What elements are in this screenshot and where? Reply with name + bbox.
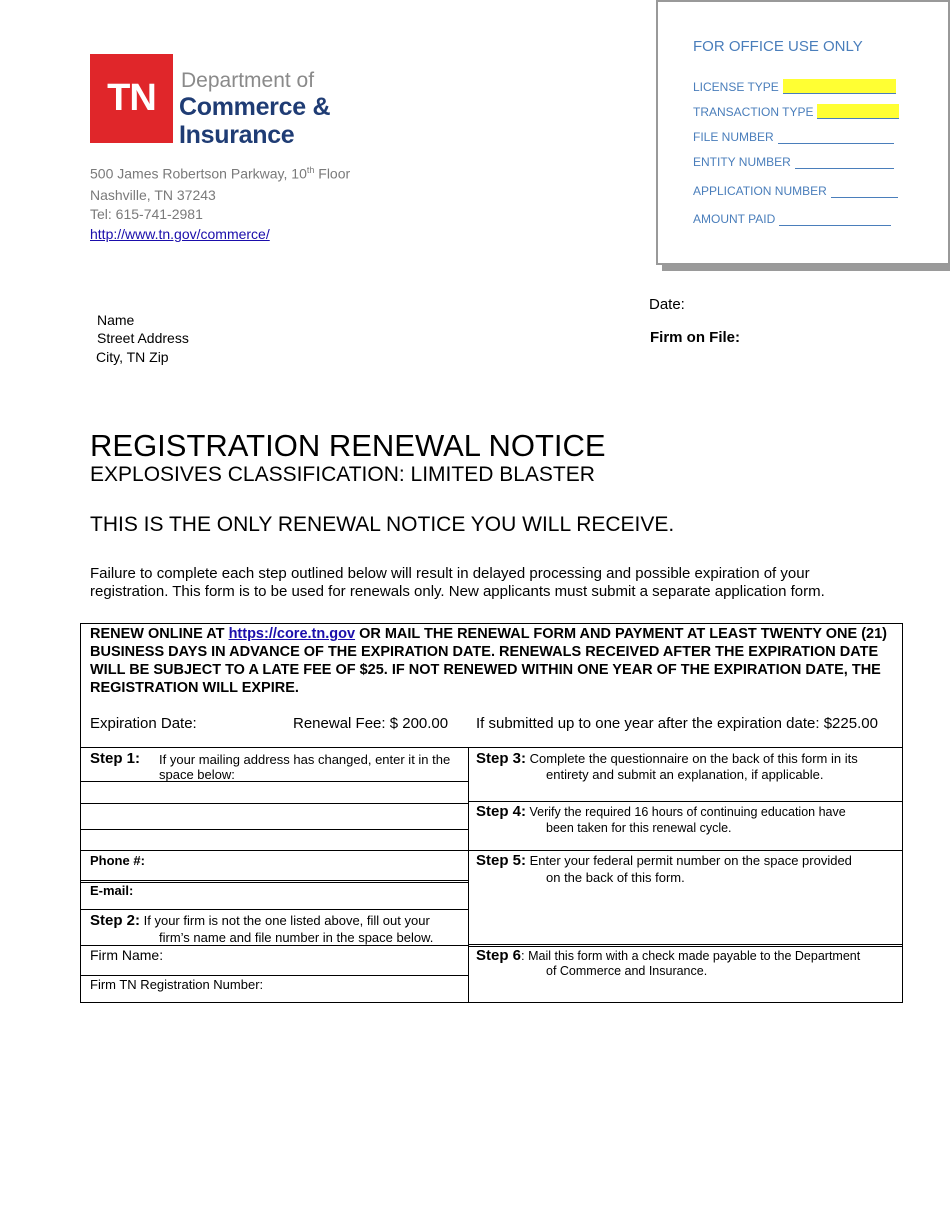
firm-name-label: Firm Name: xyxy=(90,947,164,963)
logo-line-commerce: Commerce & xyxy=(179,93,331,121)
phone-label: Phone #: xyxy=(90,853,145,868)
agency-website-link[interactable]: http://www.tn.gov/commerce/ xyxy=(90,226,270,242)
recipient-name: Name xyxy=(97,312,135,328)
logo-line-insurance: Insurance xyxy=(179,121,295,149)
entity-number-field[interactable]: ENTITY NUMBER xyxy=(693,155,894,169)
amount-paid-field[interactable]: AMOUNT PAID xyxy=(693,212,891,226)
email-label: E-mail: xyxy=(90,883,134,898)
step1-text-line2: space below: xyxy=(159,767,235,782)
step3-text-line1: Step 3: Complete the questionnaire on the back of this form in its xyxy=(476,750,858,767)
intro-line1: Failure to complete each step outlined below will result in delayed processing and possible expiration of your xyxy=(90,565,810,582)
expiration-date-label: Expiration Date: xyxy=(90,715,197,732)
page-subtitle: EXPLOSIVES CLASSIFICATION: LIMITED BLASTER xyxy=(90,463,595,486)
intro-line2: registration. This form is to be used for renewals only. New applicants must submit a separate application form. xyxy=(90,583,825,600)
date-label: Date: xyxy=(649,296,685,313)
step1-label: Step 1: xyxy=(90,750,141,767)
agency-phone: Tel: 615-741-2981 xyxy=(90,206,203,222)
renewal-fee: Renewal Fee: $ 200.00 xyxy=(293,715,449,732)
step1-text-line1: If your mailing address has changed, enter it in the xyxy=(159,752,451,767)
file-number-field[interactable]: FILE NUMBER xyxy=(693,130,894,144)
agency-address-line1: 500 James Robertson Parkway, 10th Floor xyxy=(90,165,351,182)
step4-text-line2: been taken for this renewal cycle. xyxy=(546,821,732,835)
page-title: REGISTRATION RENEWAL NOTICE xyxy=(90,428,606,463)
transaction-type-field[interactable]: TRANSACTION TYPE xyxy=(693,104,899,119)
office-use-box xyxy=(656,0,950,265)
step6-text-line2: of Commerce and Insurance. xyxy=(546,964,708,978)
core-tn-gov-link[interactable]: https://core.tn.gov xyxy=(228,626,356,642)
office-use-title: FOR OFFICE USE ONLY xyxy=(693,38,863,55)
address-line-input-2[interactable] xyxy=(82,830,468,849)
firm-registration-label: Firm TN Registration Number: xyxy=(90,977,264,992)
recipient-street: Street Address xyxy=(97,330,189,346)
step6-text-line1: Step 6: Mail this form with a check made payable to the Department xyxy=(476,947,861,964)
step5-text-line2: on the back of this form. xyxy=(546,870,685,885)
renewal-instructions: RENEW ONLINE AT https://core.tn.gov OR MAIL THE RENEWAL FORM AND PAYMENT AT LEAST TWENTY ONE (21) BUSINESS DAYS IN ADVANCE OF THE EXPIRATION DATE. RENEWALS RECEIVED AFTER THE EXPIRATION DATE WILL BE SUBJECT TO A LATE FEE OF $25. IF NOT RENEWED WITHIN ONE YEAR OF THE EXPIRATION DATE, THE REGISTRATION WILL EXPIRE. xyxy=(90,626,888,696)
step3-text-line2: entirety and submit an explanation, if applicable. xyxy=(546,767,824,782)
address-line-input-1[interactable] xyxy=(82,782,468,802)
renewal-steps-table xyxy=(80,623,903,1003)
step2-text-line2: firm’s name and file number in the space below. xyxy=(159,930,434,945)
step2-text-line1: Step 2: If your firm is not the one listed above, fill out your xyxy=(90,912,430,929)
step4-text-line1: Step 4: Verify the required 16 hours of continuing education have xyxy=(476,803,846,820)
license-type-field[interactable]: LICENSE TYPE xyxy=(693,79,896,94)
tn-logo-mark: TN xyxy=(90,54,173,143)
logo-line-department: Department of xyxy=(181,69,315,92)
firm-on-file-label: Firm on File: xyxy=(650,329,740,346)
agency-address-line2: Nashville, TN 37243 xyxy=(90,187,216,203)
only-notice-heading: THIS IS THE ONLY RENEWAL NOTICE YOU WILL RECEIVE. xyxy=(90,513,675,536)
application-number-field[interactable]: APPLICATION NUMBER xyxy=(693,184,898,198)
recipient-city: City, TN Zip xyxy=(96,349,169,365)
late-fee: If submitted up to one year after the expiration date: $225.00 xyxy=(476,715,878,732)
step5-text-line1: Step 5: Enter your federal permit number on the space provided xyxy=(476,852,852,869)
